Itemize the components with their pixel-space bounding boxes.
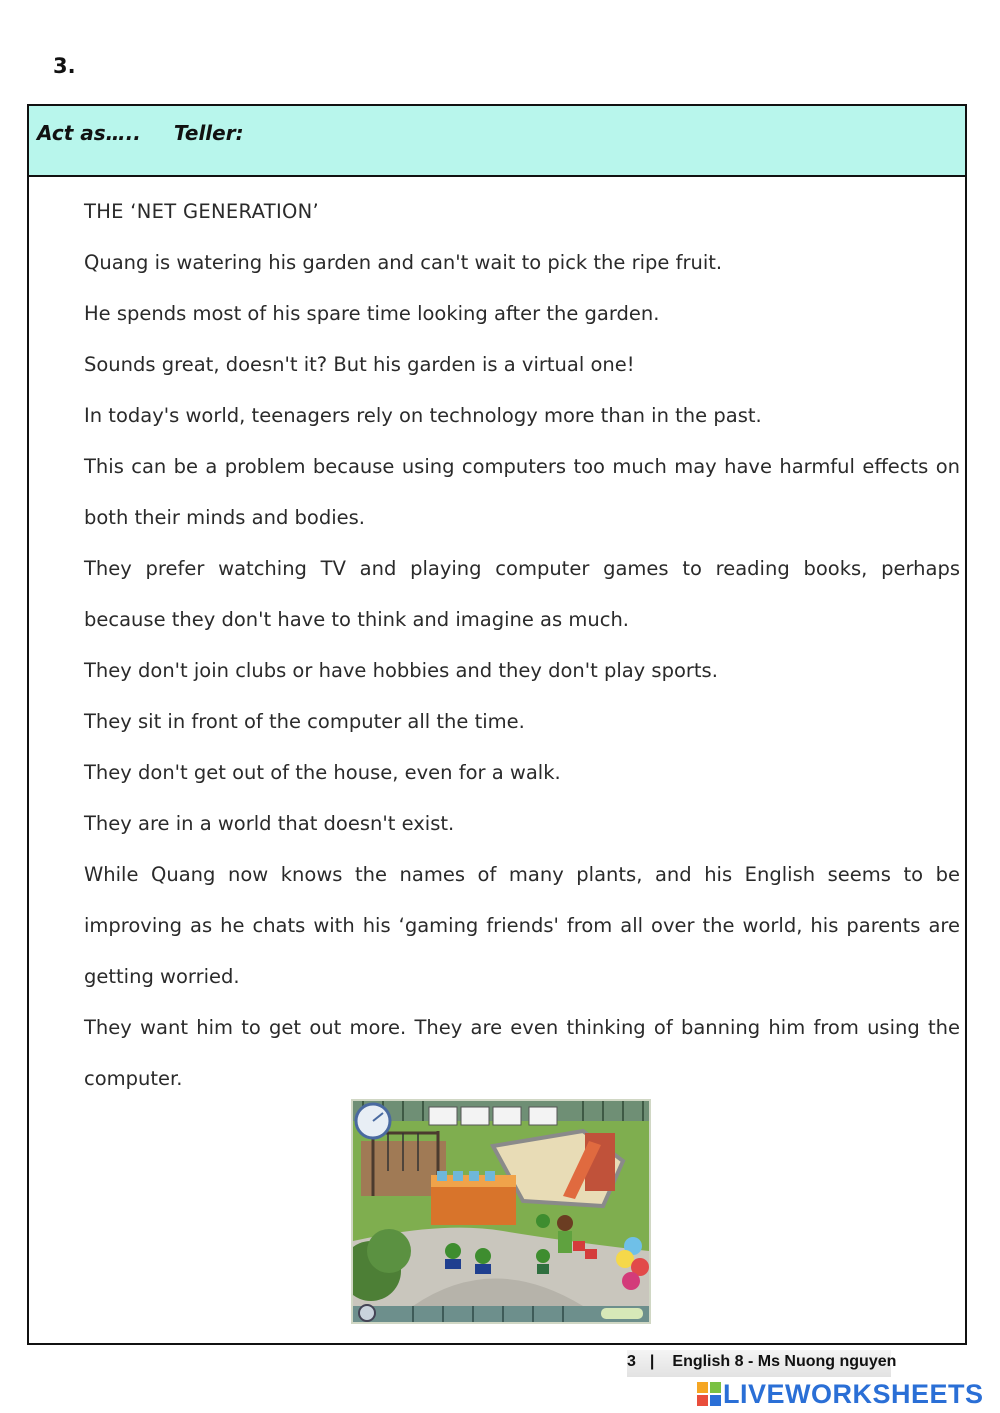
page-number: 3 bbox=[627, 1353, 636, 1370]
passage-line: They are in a world that doesn't exist. bbox=[84, 812, 455, 835]
passage-line: They prefer watching TV and playing computer games to reading books, perhaps because they don't have to think and imagine as much. bbox=[84, 557, 960, 631]
passage-line: This can be a problem because using computers too much may have harmful effects on both their minds and bodies. bbox=[84, 455, 960, 529]
game-screenshot-image bbox=[351, 1099, 651, 1324]
brand-name: LIVEWORKSHEETS bbox=[723, 1378, 984, 1409]
passage-line: Sounds great, doesn't it? But his garden is a virtual one! bbox=[84, 353, 635, 376]
passage-line: They sit in front of the computer all the time. bbox=[84, 710, 525, 733]
passage-line: They don't get out of the house, even for a walk. bbox=[84, 761, 561, 784]
liveworksheets-brand bbox=[697, 1378, 984, 1410]
passage-line: He spends most of his spare time looking after the garden. bbox=[84, 302, 660, 325]
passage-line: They don't join clubs or have hobbies and they don't play sports. bbox=[84, 659, 718, 682]
liveworksheets-logo-icon bbox=[697, 1382, 721, 1406]
page-footer bbox=[627, 1353, 896, 1371]
role-label: Teller: bbox=[173, 121, 244, 145]
card-header bbox=[29, 106, 965, 177]
footer-separator: | bbox=[649, 1353, 655, 1370]
passage-line: While Quang now knows the names of many plants, and his English seems to be improving as he chats with his ‘gaming friends' from all over the world, his parents are getting worried. bbox=[84, 863, 960, 988]
passage-line: In today's world, teenagers rely on technology more than in the past. bbox=[84, 404, 762, 427]
passage-line: They want him to get out more. They are even thinking of banning him from using the computer. bbox=[84, 1016, 960, 1090]
passage-title: THE ‘NET GENERATION’ bbox=[84, 200, 320, 223]
course-title: English 8 - Ms Nuong nguyen bbox=[672, 1353, 897, 1370]
passage-line: Quang is watering his garden and can't wait to pick the ripe fruit. bbox=[84, 251, 723, 274]
passage bbox=[84, 186, 960, 1104]
activity-card bbox=[27, 104, 967, 1345]
question-number: 3. bbox=[53, 54, 76, 78]
act-as-label: Act as….. bbox=[37, 121, 141, 145]
